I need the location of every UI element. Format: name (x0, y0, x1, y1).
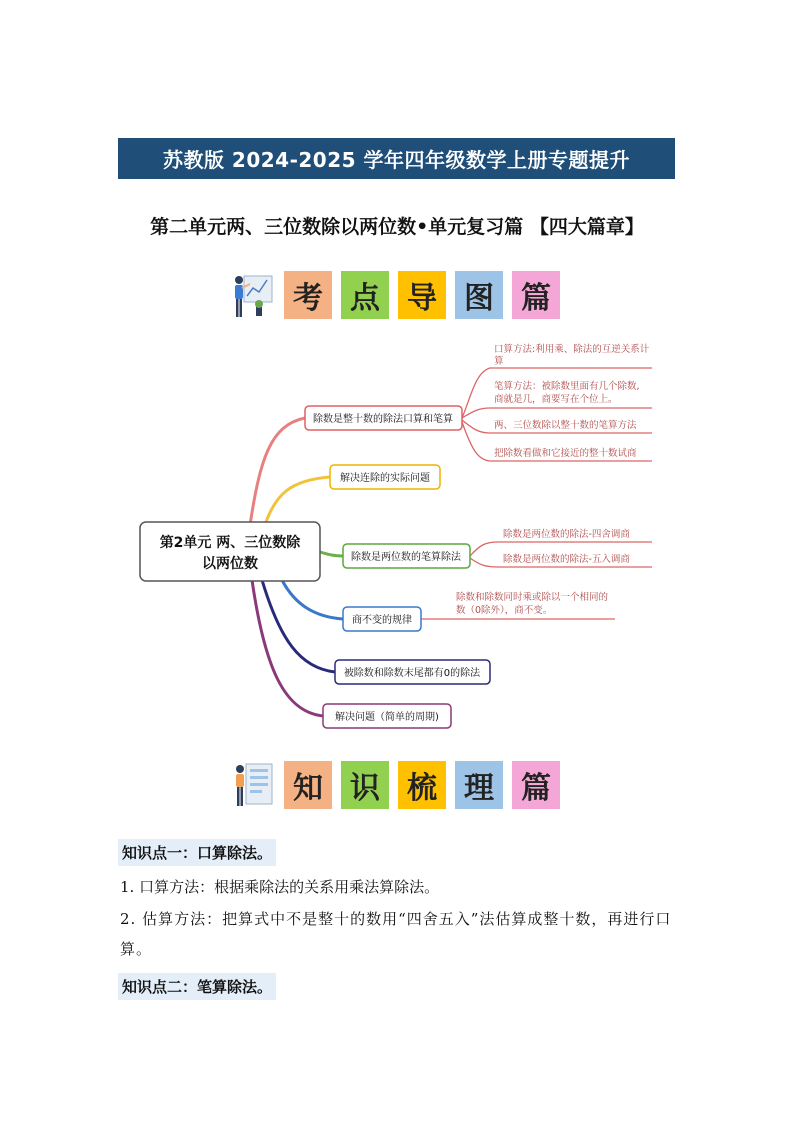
title-banner (118, 138, 675, 179)
tile-zhi: 知 (284, 761, 332, 809)
section-zhishi (230, 760, 569, 810)
paragraph-1: 1. 口算方法：根据乘除法的关系用乘法算除法。 (120, 878, 440, 896)
mind-map (0, 330, 794, 740)
leaf-1-2-line1: 笔算方法：被除数里面有几个除数, (494, 381, 640, 392)
tile-dian: 点 (341, 271, 389, 319)
knowledge-point-2-heading: 知识点二：笔算除法。 (118, 973, 276, 1000)
tile-li: 理 (455, 761, 503, 809)
subtitle: 第二单元两、三位数除以两位数•单元复习篇 【四大篇章】 (150, 216, 644, 238)
knowledge-point-1-heading: 知识点一：口算除法。 (118, 839, 276, 866)
tile-shu: 梳 (398, 761, 446, 809)
branch-label-2: 解决连除的实际问题 (340, 473, 430, 484)
leaf-3-2: 除数是两位数的除法-五入调商 (503, 554, 630, 565)
center-line-1: 第2单元 两、三位数除 (159, 535, 301, 551)
tile-pian-2: 篇 (512, 761, 560, 809)
branch-label-3: 除数是两位数的笔算除法 (351, 552, 461, 563)
branch-label-6: 解决问题（简单的周期) (335, 712, 439, 723)
center-line-2: 以两位数 (202, 556, 258, 572)
branch-label-1: 除数是整十数的除法口算和笔算 (313, 414, 453, 425)
analyst-illustration-icon (230, 760, 274, 810)
tile-shi: 识 (341, 761, 389, 809)
leaf-1-2-line2: 商就是几，商要写在个位上。 (494, 394, 618, 405)
leaf-1-1-line2: 算 (494, 356, 504, 367)
branch-label-4: 商不变的规律 (352, 615, 412, 626)
leaf-1-3: 两、三位数除以整十数的笔算方法 (494, 420, 637, 431)
branch-label-5: 被除数和除数末尾都有0的除法 (343, 668, 481, 679)
leaf-1-4: 把除数看做和它接近的整十数试商 (494, 448, 637, 459)
tile-tu: 图 (455, 271, 503, 319)
leaf-1-1-line1: 口算方法:利用乘、除法的互逆关系计 (494, 344, 650, 355)
leaf-4-1-line2: 数（0除外），商不变。 (456, 605, 553, 616)
section-kaodian (230, 270, 569, 320)
tile-kao: 考 (284, 271, 332, 319)
banner-text: 苏教版 2024-2025 学年四年级数学上册专题提升 (162, 148, 631, 172)
tile-pian: 篇 (512, 271, 560, 319)
leaf-4-1-line1: 除数和除数同时乘或除以一个相同的 (456, 592, 609, 603)
tile-dao: 导 (398, 271, 446, 319)
center-node (140, 522, 320, 581)
leaf-3-1: 除数是两位数的除法-四舍调商 (503, 529, 630, 540)
paragraph-2: 2. 估算方法：把算式中不是整十的数用“四舍五入”法估算成整十数，再进行口算。 (120, 910, 672, 958)
presenter-illustration-icon (230, 270, 274, 320)
